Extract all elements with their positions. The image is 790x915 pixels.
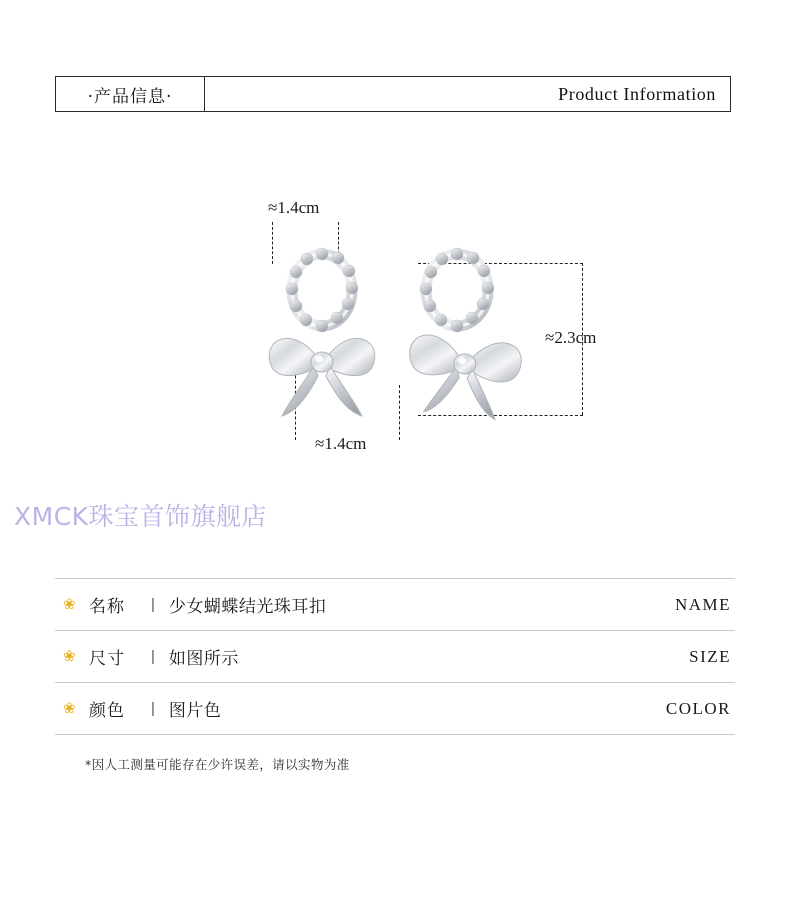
flower-icon: ❀ xyxy=(63,648,76,665)
spec-row-color xyxy=(55,683,735,735)
spec-row-size xyxy=(55,631,735,683)
earring-right-illustration xyxy=(395,240,545,450)
spec-separator: | xyxy=(151,596,155,613)
spec-separator: | xyxy=(151,648,155,665)
header-title-en: Product Information xyxy=(558,83,716,104)
dimension-label-height: ≈2.3cm xyxy=(545,328,597,347)
flower-icon: ❀ xyxy=(63,596,76,613)
product-info-header xyxy=(55,76,731,112)
flower-icon: ❀ xyxy=(63,700,76,717)
spec-label-en: NAME xyxy=(674,594,731,614)
spec-row-name xyxy=(55,578,735,631)
dimension-label-top-width: ≈1.4cm xyxy=(268,198,320,217)
spec-label-en: SIZE xyxy=(689,646,731,666)
spec-value: 如图所示 xyxy=(168,649,239,669)
header-title-cn: ·产品信息· xyxy=(56,77,205,111)
dimension-label-bottom-width: ≈1.4cm xyxy=(315,434,367,453)
measurement-footnote: *因人工测量可能存在少许误差，请以实物为准 xyxy=(85,757,350,772)
spec-key: 颜色 xyxy=(89,701,125,721)
spec-label-en: COLOR xyxy=(665,698,731,718)
spec-key: 名称 xyxy=(89,597,125,617)
spec-key: 尺寸 xyxy=(89,649,125,669)
earring-left-illustration xyxy=(260,240,400,450)
product-image xyxy=(200,180,680,480)
shop-watermark: XMCK珠宝首饰旗舰店 xyxy=(14,502,268,531)
spec-list xyxy=(55,578,735,735)
spec-separator: | xyxy=(151,700,155,717)
guide-line xyxy=(582,263,583,415)
spec-value: 图片色 xyxy=(168,701,222,721)
spec-value: 少女蝴蝶结光珠耳扣 xyxy=(168,597,327,617)
